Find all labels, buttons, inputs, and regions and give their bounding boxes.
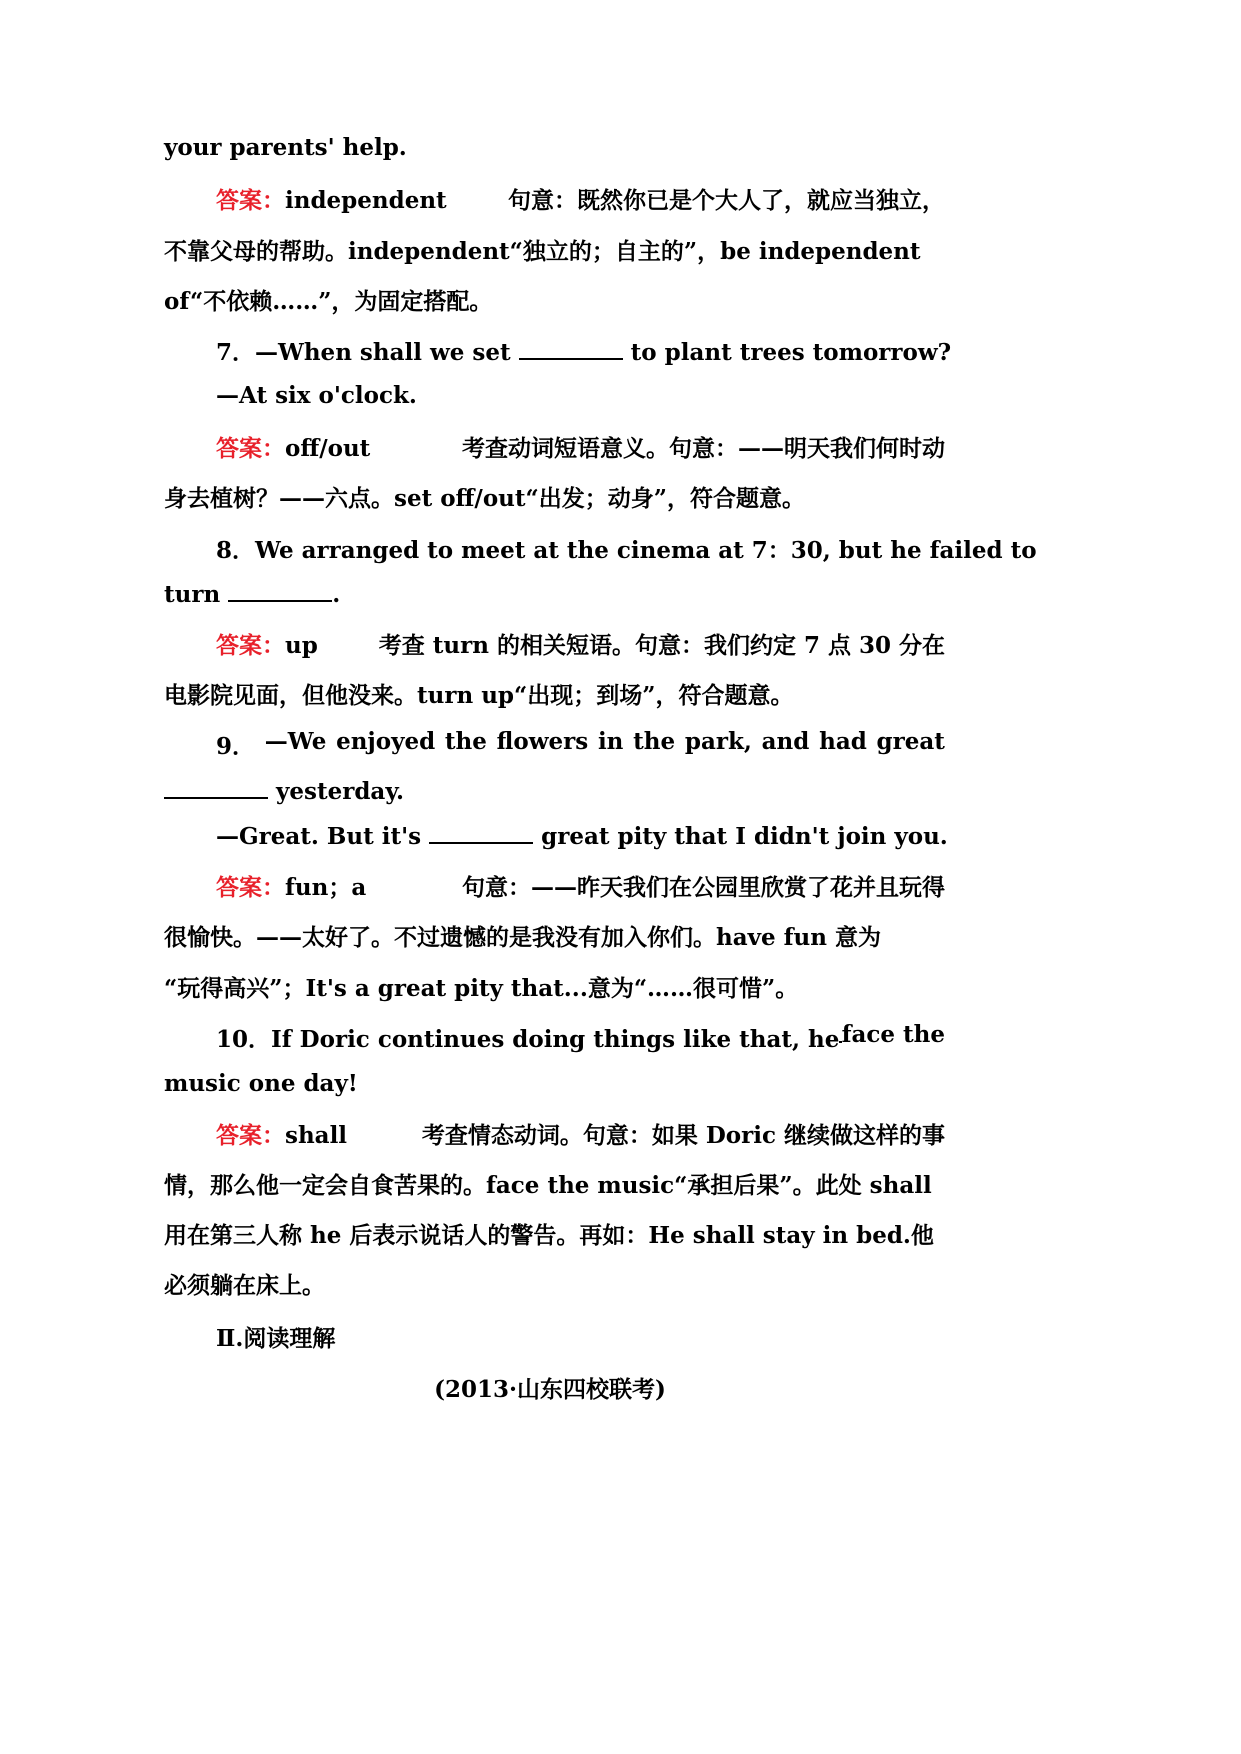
- q8-question-cont: [164, 580, 340, 608]
- q9-question: [216, 728, 945, 761]
- q9-word: great: [876, 728, 945, 755]
- q8-question: 8．We arranged to meet at the cinema at 7：30, but he failed to: [216, 537, 1037, 564]
- q9-word: park,: [684, 728, 752, 755]
- q7-explanation-2: 身去植树？——六点。set off/out“出发；动身”，符合题意。: [164, 485, 805, 512]
- q7-question-b: to plant trees tomorrow?: [630, 339, 952, 366]
- q9-reply-b: great pity that I didn't join you.: [541, 823, 948, 850]
- q6-answer-line: [216, 182, 945, 215]
- q10-explanation-4: 必须躺在床上。: [164, 1272, 325, 1299]
- q7-answer-line: [216, 430, 945, 463]
- q9-explanation-3: “玩得高兴”；It's a great pity that...意为“……很可惜”。: [164, 975, 799, 1002]
- q8-blank: [228, 580, 332, 602]
- answer-label: 答案：: [216, 435, 285, 462]
- q8-explanation-1: 考查 turn 的相关短语。句意：我们约定 7 点 30 分在: [378, 632, 945, 659]
- q8-question-turn: turn: [164, 581, 221, 608]
- q9-word: the: [633, 728, 676, 755]
- q6-answer: independent: [285, 187, 447, 214]
- answer-label: 答案：: [216, 874, 285, 901]
- source-note: (2013·山东四校联考): [434, 1376, 666, 1403]
- q7-blank: [519, 338, 623, 360]
- q6-explanation-2: 不靠父母的帮助。independent“独立的；自主的”，be independent: [164, 238, 921, 265]
- q9-word: flowers: [496, 728, 589, 755]
- answer-label: 答案：: [216, 632, 285, 659]
- q9-reply: [216, 822, 948, 850]
- q9-answer-line: [216, 869, 945, 902]
- q7-explanation-1: 考查动词短语意义。句意：——明天我们何时动: [462, 435, 945, 462]
- q6-explanation-3: of“不依赖……”，为固定搭配。: [164, 288, 493, 315]
- q7-question: [216, 334, 951, 367]
- q7-reply: —At six o'clock.: [216, 382, 417, 409]
- q9-question-cont: [164, 777, 404, 805]
- q9-word: in: [597, 728, 624, 755]
- q9-blank-2: [429, 822, 533, 844]
- q10-question-a: 10．If Doric continues doing things like that, he: [216, 1026, 840, 1053]
- q9-blank-1: [164, 777, 268, 799]
- q7-answer: off/out: [285, 435, 371, 462]
- q10-explanation-3: 用在第三人称 he 后表示说话人的警告。再如：He shall stay in bed.他: [164, 1222, 934, 1249]
- q9-answer: fun；a: [285, 874, 367, 901]
- q9-yesterday: yesterday.: [276, 778, 405, 805]
- answer-label: 答案：: [216, 1122, 285, 1149]
- q8-period: .: [332, 581, 341, 608]
- q10-question-cont: music one day!: [164, 1070, 358, 1097]
- q9-word: the: [444, 728, 487, 755]
- q6-stem-end: your parents' help.: [164, 134, 407, 161]
- q10-explanation-1: 考查情态动词。句意：如果 Doric 继续做这样的事: [421, 1122, 945, 1149]
- q10-question-b: face the: [841, 1021, 945, 1048]
- answer-label: 答案：: [216, 187, 285, 214]
- q9-word: had: [819, 728, 867, 755]
- q10-answer-line: [216, 1117, 945, 1150]
- q9-word: —We: [264, 728, 327, 755]
- q9-word: and: [761, 728, 810, 755]
- q10-question: [216, 1021, 945, 1054]
- q8-explanation-2: 电影院见面，但他没来。turn up“出现；到场”，符合题意。: [164, 682, 794, 709]
- q9-explanation-2: 很愉快。——太好了。不过遗憾的是我没有加入你们。have fun 意为: [164, 924, 881, 951]
- q8-answer: up: [285, 632, 318, 659]
- q6-explanation-1: 句意：既然你已是个大人了，就应当独立，: [508, 187, 945, 214]
- q8-answer-line: [216, 627, 945, 660]
- q10-answer: shall: [285, 1122, 348, 1149]
- q9-reply-a: —Great. But it's: [216, 823, 422, 850]
- q9-word: 9．: [216, 733, 256, 760]
- q9-explanation-1: 句意：——昨天我们在公园里欣赏了花并且玩得: [462, 874, 945, 901]
- q9-word: enjoyed: [336, 728, 436, 755]
- q10-explanation-2: 情，那么他一定会自食苦果的。face the music“承担后果”。此处 shall: [164, 1172, 932, 1199]
- q7-question-a: 7．—When shall we set: [216, 339, 511, 366]
- section-title: Ⅱ.阅读理解: [216, 1325, 336, 1352]
